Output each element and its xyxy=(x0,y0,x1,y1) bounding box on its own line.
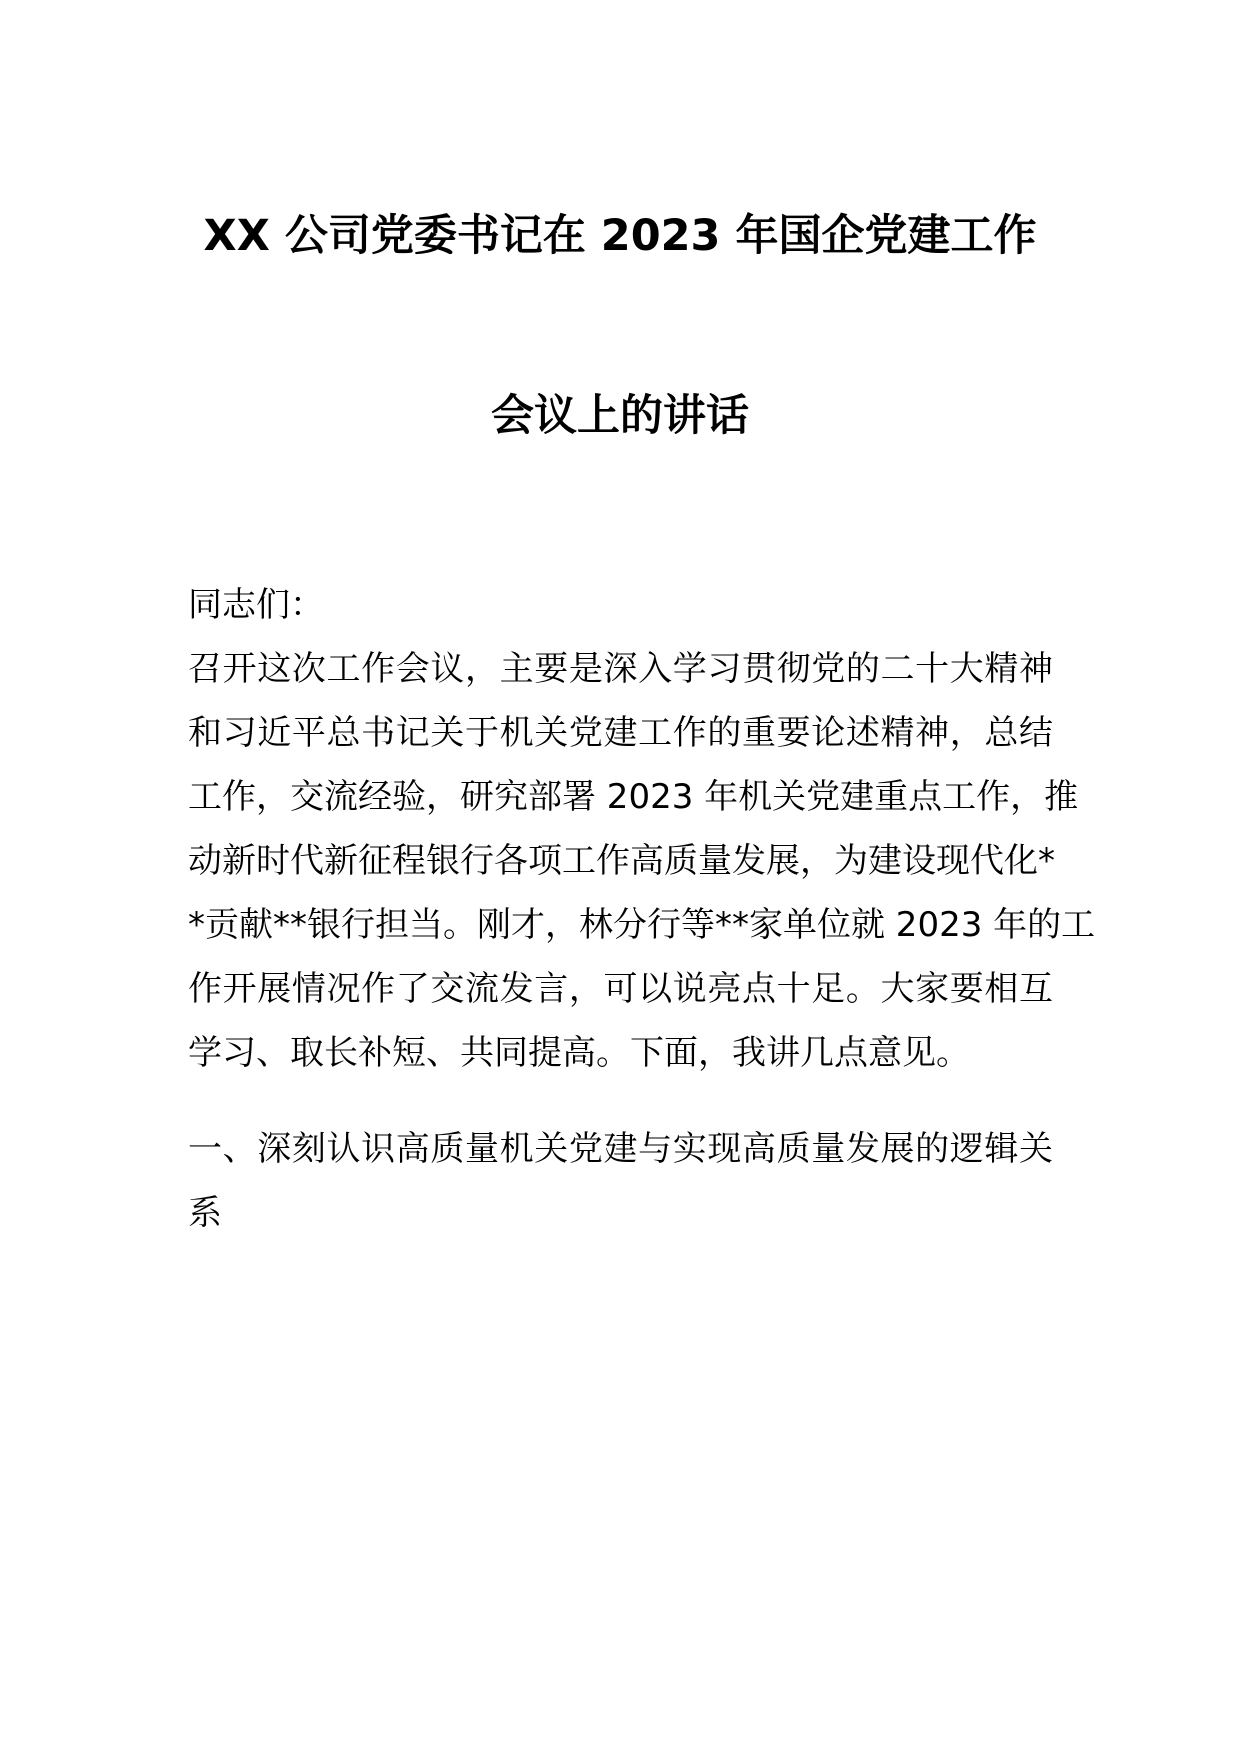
paragraph-line: 召开这次工作会议，主要是深入学习贯彻党的二十大精神 xyxy=(188,649,1053,689)
paragraph-line: 作开展情况作了交流发言，可以说亮点十足。大家要相互 xyxy=(188,969,1053,1009)
document-title-line-2: 会议上的讲话 xyxy=(491,391,749,441)
paragraph-line: 动新时代新征程银行各项工作高质量发展，为建设现代化* xyxy=(188,841,1055,881)
opening-paragraph xyxy=(188,637,1096,1085)
section-heading-line: 一、深刻认识高质量机关党建与实现高质量发展的逻辑关 xyxy=(188,1129,1053,1169)
document-title-line-1: XX 公司党委书记在 2023 年国企党建工作 xyxy=(203,211,1037,261)
paragraph-line: 工作，交流经验，研究部署 2023 年机关党建重点工作，推 xyxy=(188,777,1079,817)
paragraph-line: *贡献**银行担当。刚才，林分行等**家单位就 2023 年的工 xyxy=(188,905,1096,945)
paragraph-line: 和习近平总书记关于机关党建工作的重要论述精神，总结 xyxy=(188,713,1053,753)
section-heading-line: 系 xyxy=(188,1193,222,1233)
section-heading xyxy=(188,1117,1053,1245)
salutation: 同志们： xyxy=(188,585,324,625)
paragraph-line: 学习、取长补短、共同提高。下面，我讲几点意见。 xyxy=(188,1033,970,1073)
